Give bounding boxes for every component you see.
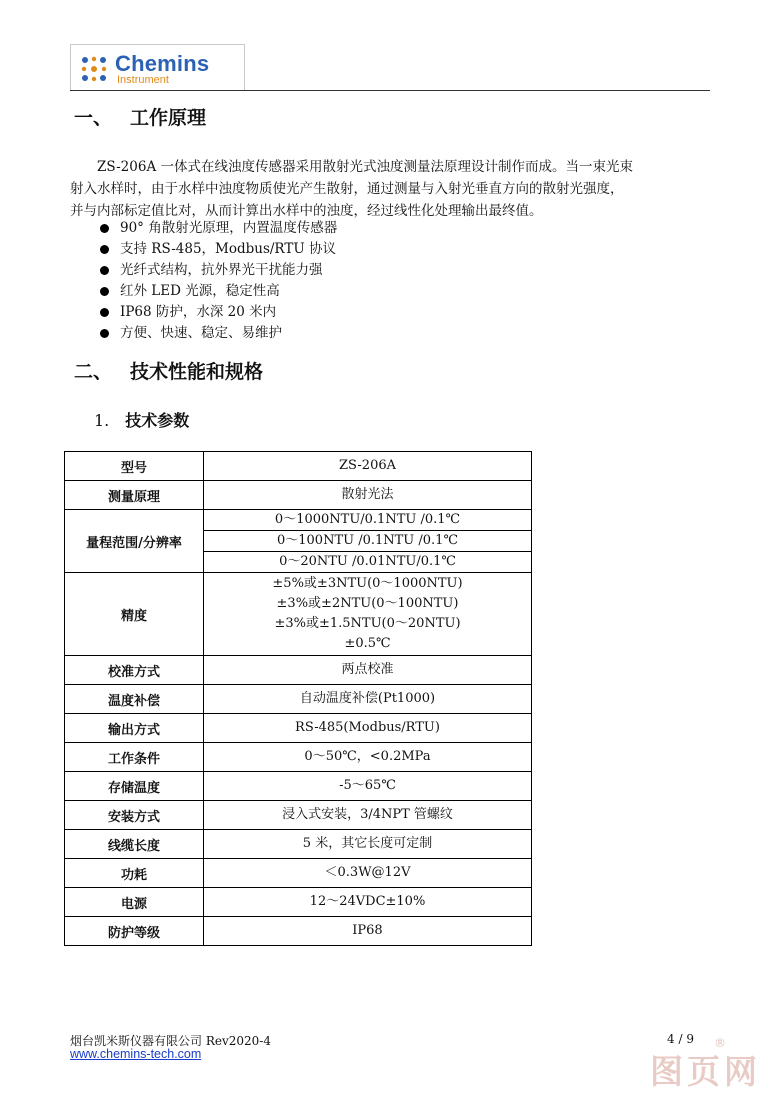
table-row [65,801,532,830]
bullet-icon [100,224,109,233]
row-value-multi [204,573,532,656]
paragraph-line: 并与内部标定值比对，从而计算出水样中的浊度，经过线性化处理输出最终值。 [70,203,543,219]
row-label: 线缆长度 [65,830,204,859]
row-value: ＜0.3W@12V [204,859,532,888]
row-value: 浸入式安装，3/4NPT 管螺纹 [204,801,532,830]
row-value: 两点校准 [204,656,532,685]
accuracy-value: ±3%或±1.5NTU(0～20NTU) [274,616,461,631]
section-1-heading [74,103,206,130]
row-label: 存储温度 [65,772,204,801]
table-row [65,714,532,743]
logo-name: Chemins [115,51,210,76]
subsection-number: 1. [94,411,110,430]
list-item [70,218,337,239]
page-header [70,44,710,91]
table-row [65,830,532,859]
row-label: 型号 [65,452,204,481]
row-value-multi [204,510,532,573]
principle-paragraph [70,156,710,222]
section-2-number: 二、 [74,361,113,383]
feature-text: 红外 LED 光源，稳定性高 [120,283,280,299]
website-link[interactable]: www.chemins-tech.com [70,1047,202,1061]
row-label: 量程范围/分辨率 [65,510,204,573]
table-row [65,573,532,656]
table-row [65,685,532,714]
paragraph-line: ZS-206A 一体式在线浊度传感器采用散射光式浊度测量法原理设计制作而成。当一束光束 [97,159,633,175]
accuracy-value: ±3%或±2NTU(0～100NTU) [276,596,459,611]
feature-list [70,218,337,344]
bullet-icon [100,287,109,296]
feature-text: 方便、快速、稳定、易维护 [120,325,282,341]
row-value: RS-485(Modbus/RTU) [204,714,532,743]
row-label: 防护等级 [65,917,204,946]
range-value: 0～100NTU /0.1NTU /0.1℃ [204,531,531,552]
table-row [65,481,532,510]
row-value: 散射光法 [204,481,532,510]
section-2-title: 技术性能和规格 [130,361,264,383]
footer-company: 烟台凯米斯仪器有限公司 Rev2020-4 [70,1034,271,1048]
list-item [70,239,337,260]
table-row [65,917,532,946]
table-row [65,743,532,772]
section-1-title: 工作原理 [130,107,207,129]
subsection-heading [94,408,189,431]
chemins-logo-icon [80,55,108,83]
table-row [65,656,532,685]
company-logo [70,44,245,90]
logo-subtitle: Instrument [117,74,169,86]
bullet-icon [100,245,109,254]
page-number: 4 / 9 [667,1032,694,1046]
range-value: 0～20NTU /0.01NTU/0.1℃ [279,554,456,569]
row-label: 安装方式 [65,801,204,830]
row-label: 功耗 [65,859,204,888]
watermark: 图页网 [650,1052,761,1091]
list-item [70,302,337,323]
list-item [70,260,337,281]
subsection-title: 技术参数 [125,411,190,430]
row-value: ZS-206A [204,452,532,481]
section-2-heading [74,357,263,384]
feature-text: IP68 防护，水深 20 米内 [120,304,277,320]
row-value: 12～24VDC±10% [204,888,532,917]
feature-text: 90° 角散射光原理，内置温度传感器 [120,220,338,236]
feature-text: 光纤式结构，抗外界光干扰能力强 [120,262,323,278]
row-label: 精度 [65,573,204,656]
row-value: 0～50℃，<0.2MPa [204,743,532,772]
bullet-icon [100,329,109,338]
table-row [65,859,532,888]
row-value: -5～65℃ [204,772,532,801]
row-label: 测量原理 [65,481,204,510]
bullet-icon [100,266,109,275]
row-label: 工作条件 [65,743,204,772]
accuracy-value: ±0.5℃ [344,636,391,651]
row-value: IP68 [204,917,532,946]
row-value: 自动温度补偿(Pt1000) [204,685,532,714]
accuracy-value: ±5%或±3NTU(0～1000NTU) [272,576,463,591]
table-row [65,510,532,573]
table-row [65,888,532,917]
list-item [70,323,337,344]
registered-mark: ® [714,1036,726,1050]
row-label: 校准方式 [65,656,204,685]
section-1-number: 一、 [74,107,113,129]
range-value: 0～1000NTU/0.1NTU /0.1℃ [204,510,531,531]
row-label: 输出方式 [65,714,204,743]
row-label: 温度补偿 [65,685,204,714]
row-label: 电源 [65,888,204,917]
table-row [65,772,532,801]
table-row [65,452,532,481]
spec-table [64,451,532,946]
bullet-icon [100,308,109,317]
row-value: 5 米，其它长度可定制 [204,830,532,859]
feature-text: 支持 RS-485，Modbus/RTU 协议 [120,241,337,257]
paragraph-line: 射入水样时，由于水样中浊度物质使光产生散射，通过测量与入射光垂直方向的散射光强度， [70,181,624,197]
list-item [70,281,337,302]
